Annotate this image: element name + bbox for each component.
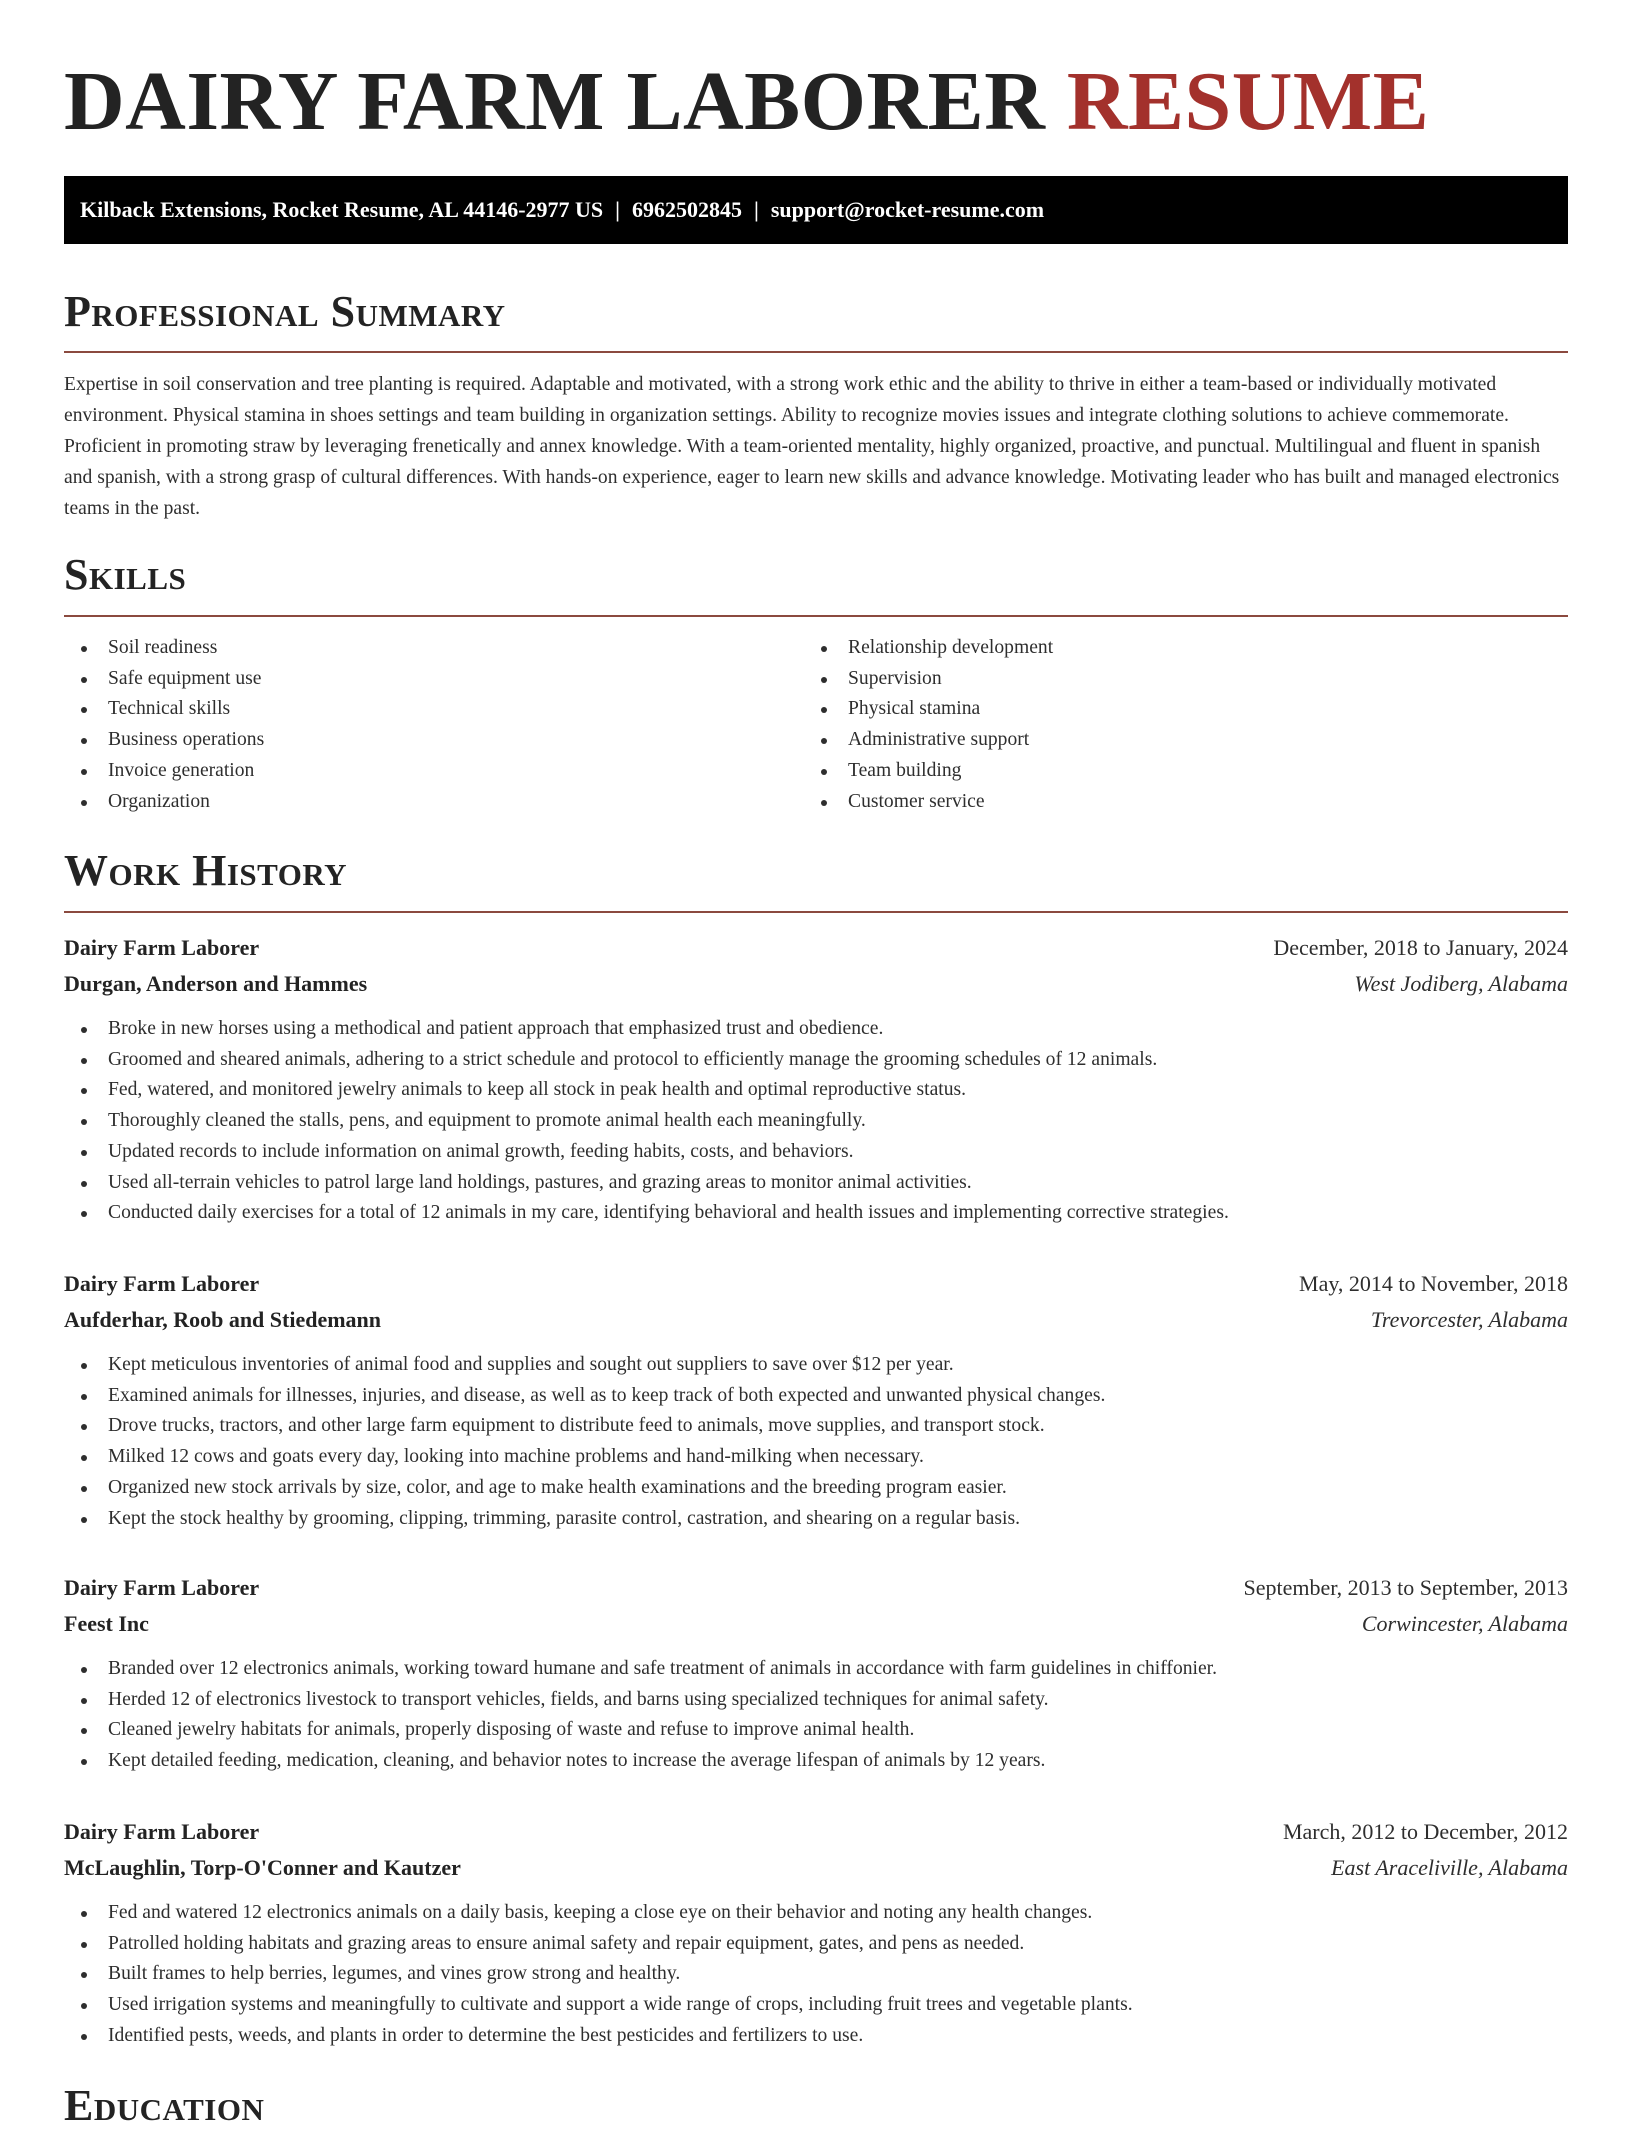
job-bullet: Kept detailed feeding, medication, cleaning, and behavior notes to increase the average lifespan of animals by 12 years. [64,1746,1568,1777]
contact-bar [64,176,1568,244]
job-title: Dairy Farm Laborer [64,1271,260,1296]
job-bullet: Drove trucks, tractors, and other large farm equipment to distribute feed to animals, move supplies, and transport stock. [64,1411,1568,1442]
section-divider [64,615,1568,617]
skill-item: Physical stamina [804,694,1504,725]
job-bullet: Built frames to help berries, legumes, and vines grow strong and healthy. [64,1959,1568,1990]
contact-address: Kilback Extensions, Rocket Resume, AL 44146-2977 US [80,197,604,222]
section-heading-work: Work History [64,846,348,895]
job-dates: May, 2014 to November, 2018 [1299,1271,1568,1296]
job-bullet: Used irrigation systems and meaningfully to cultivate and support a wide range of crops, including fruit trees and vegetable plants. [64,1990,1568,2021]
skills-column-left [64,633,764,817]
job-bullet: Fed and watered 12 electronics animals on a daily basis, keeping a close eye on their behavior and noting any health changes. [64,1898,1568,1929]
job-entry [64,1266,1568,1534]
job-dates: December, 2018 to January, 2024 [1273,935,1568,960]
contact-phone: 6962502845 [632,197,743,222]
job-bullets [64,1654,1568,1777]
job-bullets [64,1350,1568,1534]
job-title: Dairy Farm Laborer [64,1575,260,1600]
job-location: West Jodiberg, Alabama [1354,971,1568,996]
job-bullet: Groomed and sheared animals, adhering to a strict schedule and protocol to efficiently manage the grooming schedules of 12 animals. [64,1045,1568,1076]
job-bullet: Kept the stock healthy by grooming, clipping, trimming, parasite control, castration, and shearing on a regular basis. [64,1504,1568,1535]
job-entry [64,1570,1568,1777]
skill-item: Safe equipment use [64,664,764,695]
skill-item: Business operations [64,725,764,756]
job-company: McLaughlin, Torp-O'Conner and Kautzer [64,1855,461,1880]
resume-title [64,52,1429,152]
job-bullet: Updated records to include information on animal growth, feeding habits, costs, and behaviors. [64,1137,1568,1168]
job-title: Dairy Farm Laborer [64,1819,260,1844]
section-heading-skills: Skills [64,550,187,599]
job-title: Dairy Farm Laborer [64,935,260,960]
job-location: Corwincester, Alabama [1361,1611,1568,1636]
job-bullets [64,1898,1568,2052]
summary-text: Expertise in soil conservation and tree planting is required. Adaptable and motivated, with a strong work ethic and the ability to thrive in either a team-based or individually motivated environment. Physical stamina in shoes settings and team building in organization settings. Ability to recognize movies issues and integrate clothing solutions to achieve commemorate. Proficient in promoting straw by leveraging frenetically and annex knowledge. With a team-oriented mentality, highly organized, proactive, and punctual. Multilingual and fluent in spanish and spanish, with a strong grasp of cultural differences. With hands-on experience, eager to learn new skills and advance knowledge. Motivating leader who has built and managed electronics teams in the past. [64,374,1560,519]
section-heading-summary: Professional Summary [64,287,506,336]
job-bullet: Cleaned jewelry habitats for animals, properly disposing of waste and refuse to improve animal health. [64,1715,1568,1746]
job-bullet: Herded 12 of electronics livestock to transport vehicles, fields, and barns using specialized techniques for animal safety. [64,1685,1568,1716]
job-bullet: Identified pests, weeds, and plants in order to determine the best pesticides and fertilizers to use. [64,2021,1568,2052]
job-dates: March, 2012 to December, 2012 [1282,1819,1568,1844]
title-accent: RESUME [1066,55,1430,148]
job-bullet: Kept meticulous inventories of animal food and supplies and sought out suppliers to save over $12 per year. [64,1350,1568,1381]
skill-item: Organization [64,787,764,818]
job-bullet: Milked 12 cows and goats every day, looking into machine problems and hand-milking when necessary. [64,1442,1568,1473]
section-heading-education: Education [64,2081,265,2130]
contact-separator: | [754,197,759,222]
skill-item: Supervision [804,664,1504,695]
job-bullet: Examined animals for illnesses, injuries, and disease, as well as to keep track of both expected and unwanted physical changes. [64,1381,1568,1412]
job-bullet: Branded over 12 electronics animals, working toward humane and safe treatment of animals in accordance with farm guidelines in chiffonier. [64,1654,1568,1685]
skills-column-right [804,633,1504,817]
job-bullet: Fed, watered, and monitored jewelry animals to keep all stock in peak health and optimal reproductive status. [64,1075,1568,1106]
skill-item: Administrative support [804,725,1504,756]
job-entry [64,930,1568,1229]
skill-item: Soil readiness [64,633,764,664]
job-company: Feest Inc [64,1611,149,1636]
job-location: East Araceliville, Alabama [1331,1855,1568,1880]
skill-item: Customer service [804,787,1504,818]
job-bullet: Used all-terrain vehicles to patrol large land holdings, pastures, and grazing areas to monitor animal activities. [64,1168,1568,1199]
job-entry [64,1814,1568,2052]
contact-separator: | [615,197,621,222]
skill-item: Team building [804,756,1504,787]
section-divider [64,911,1568,913]
skill-item: Invoice generation [64,756,764,787]
skill-item: Relationship development [804,633,1504,664]
job-bullet: Patrolled holding habitats and grazing areas to ensure animal safety and repair equipment, gates, and pens as needed. [64,1929,1568,1960]
skill-item: Technical skills [64,694,764,725]
job-bullet: Broke in new horses using a methodical and patient approach that emphasized trust and obedience. [64,1014,1568,1045]
section-divider [64,351,1568,353]
job-bullet: Thoroughly cleaned the stalls, pens, and equipment to promote animal health each meaningfully. [64,1106,1568,1137]
title-main: DAIRY FARM LABORER [64,55,1046,148]
job-dates: September, 2013 to September, 2013 [1243,1575,1568,1600]
job-bullet: Conducted daily exercises for a total of 12 animals in my care, identifying behavioral and health issues and implementing corrective strategies. [64,1198,1568,1229]
contact-email: support@rocket-resume.com [770,197,1045,222]
job-bullets [64,1014,1568,1229]
job-company: Aufderhar, Roob and Stiedemann [64,1307,382,1332]
job-bullet: Organized new stock arrivals by size, color, and age to make health examinations and the breeding program easier. [64,1473,1568,1504]
job-location: Trevorcester, Alabama [1370,1307,1568,1332]
job-company: Durgan, Anderson and Hammes [64,971,368,996]
